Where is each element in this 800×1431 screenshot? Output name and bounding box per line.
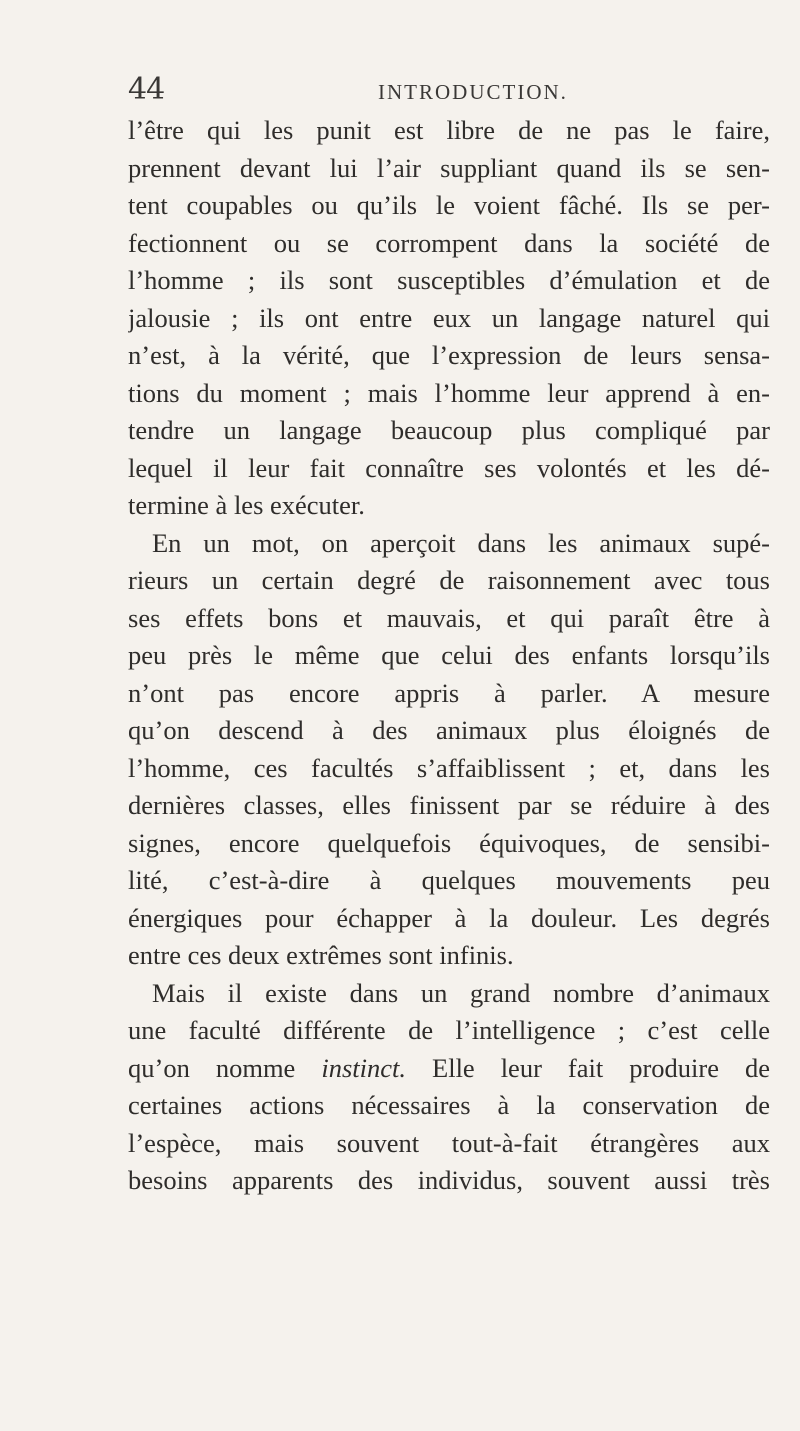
text-line: Mais il existe dans un grand nombre d’animaux xyxy=(152,977,770,1008)
text-line: rieurs un certain degré de raisonnement avec tous xyxy=(128,565,770,595)
text-line: n’ont pas encore appris à parler. A mesure xyxy=(128,677,770,708)
running-head: INTRODUCTION. xyxy=(378,80,568,104)
text-line: lequel il leur fait connaître ses volontés et les dé- xyxy=(128,452,770,483)
text-line: En un mot, on aperçoit dans les animaux supé- xyxy=(152,527,770,558)
text-line: termine à les exécuter. xyxy=(128,490,365,520)
text-line: l’homme ; ils sont susceptibles d’émulation et de xyxy=(128,265,770,295)
text-line: énergiques pour échapper à la douleur. Les degrés xyxy=(128,902,770,933)
text-line: une faculté différente de l’intelligence ; c’est celle xyxy=(128,1015,770,1045)
text-line: jalousie ; ils ont entre eux un langage naturel qui xyxy=(128,302,770,333)
page-number: 44 xyxy=(128,72,165,107)
text-line: l’homme, ces facultés s’affaiblissent ; et, dans les xyxy=(128,752,770,783)
body-text xyxy=(128,112,770,1200)
text-line: l’espèce, mais souvent tout-à-fait étrangères aux xyxy=(128,1127,770,1158)
text-line: prennent devant lui l’air suppliant quand ils se sen- xyxy=(128,152,770,183)
text-line: tions du moment ; mais l’homme leur apprend à en- xyxy=(128,377,770,408)
text-line: fectionnent ou se corrompent dans la société de xyxy=(128,227,770,258)
text-line: ses effets bons et mauvais, et qui paraît être à xyxy=(128,602,770,633)
text-line: lité, c’est-à-dire à quelques mouvements peu xyxy=(128,865,770,895)
text-line: peu près le même que celui des enfants lorsqu’ils xyxy=(128,640,770,670)
text-line: qu’on descend à des animaux plus éloignés de xyxy=(128,715,770,745)
text-line: tendre un langage beaucoup plus compliqué par xyxy=(128,415,770,445)
text-line: tent coupables ou qu’ils le voient fâché. Ils se per- xyxy=(128,190,770,220)
text-fragment: Elle leur fait produire de xyxy=(432,1052,770,1083)
text-line: entre ces deux extrêmes sont infinis. xyxy=(128,940,514,970)
text-line: certaines actions nécessaires à la conservation de xyxy=(128,1090,770,1120)
page-header xyxy=(128,72,768,112)
italic-term: instinct. xyxy=(321,1052,406,1083)
text-line: n’est, à la vérité, que l’expression de leurs sensa- xyxy=(128,340,770,370)
text-line: dernières classes, elles finissent par se réduire à des xyxy=(128,790,770,820)
text-line: besoins apparents des individus, souvent aussi très xyxy=(128,1165,770,1195)
text-line: l’être qui les punit est libre de ne pas le faire, xyxy=(128,115,770,145)
text-fragment: qu’on nomme xyxy=(128,1052,296,1083)
text-line: signes, encore quelquefois équivoques, de sensibi- xyxy=(128,827,770,858)
text-line-with-italic xyxy=(128,1050,770,1088)
